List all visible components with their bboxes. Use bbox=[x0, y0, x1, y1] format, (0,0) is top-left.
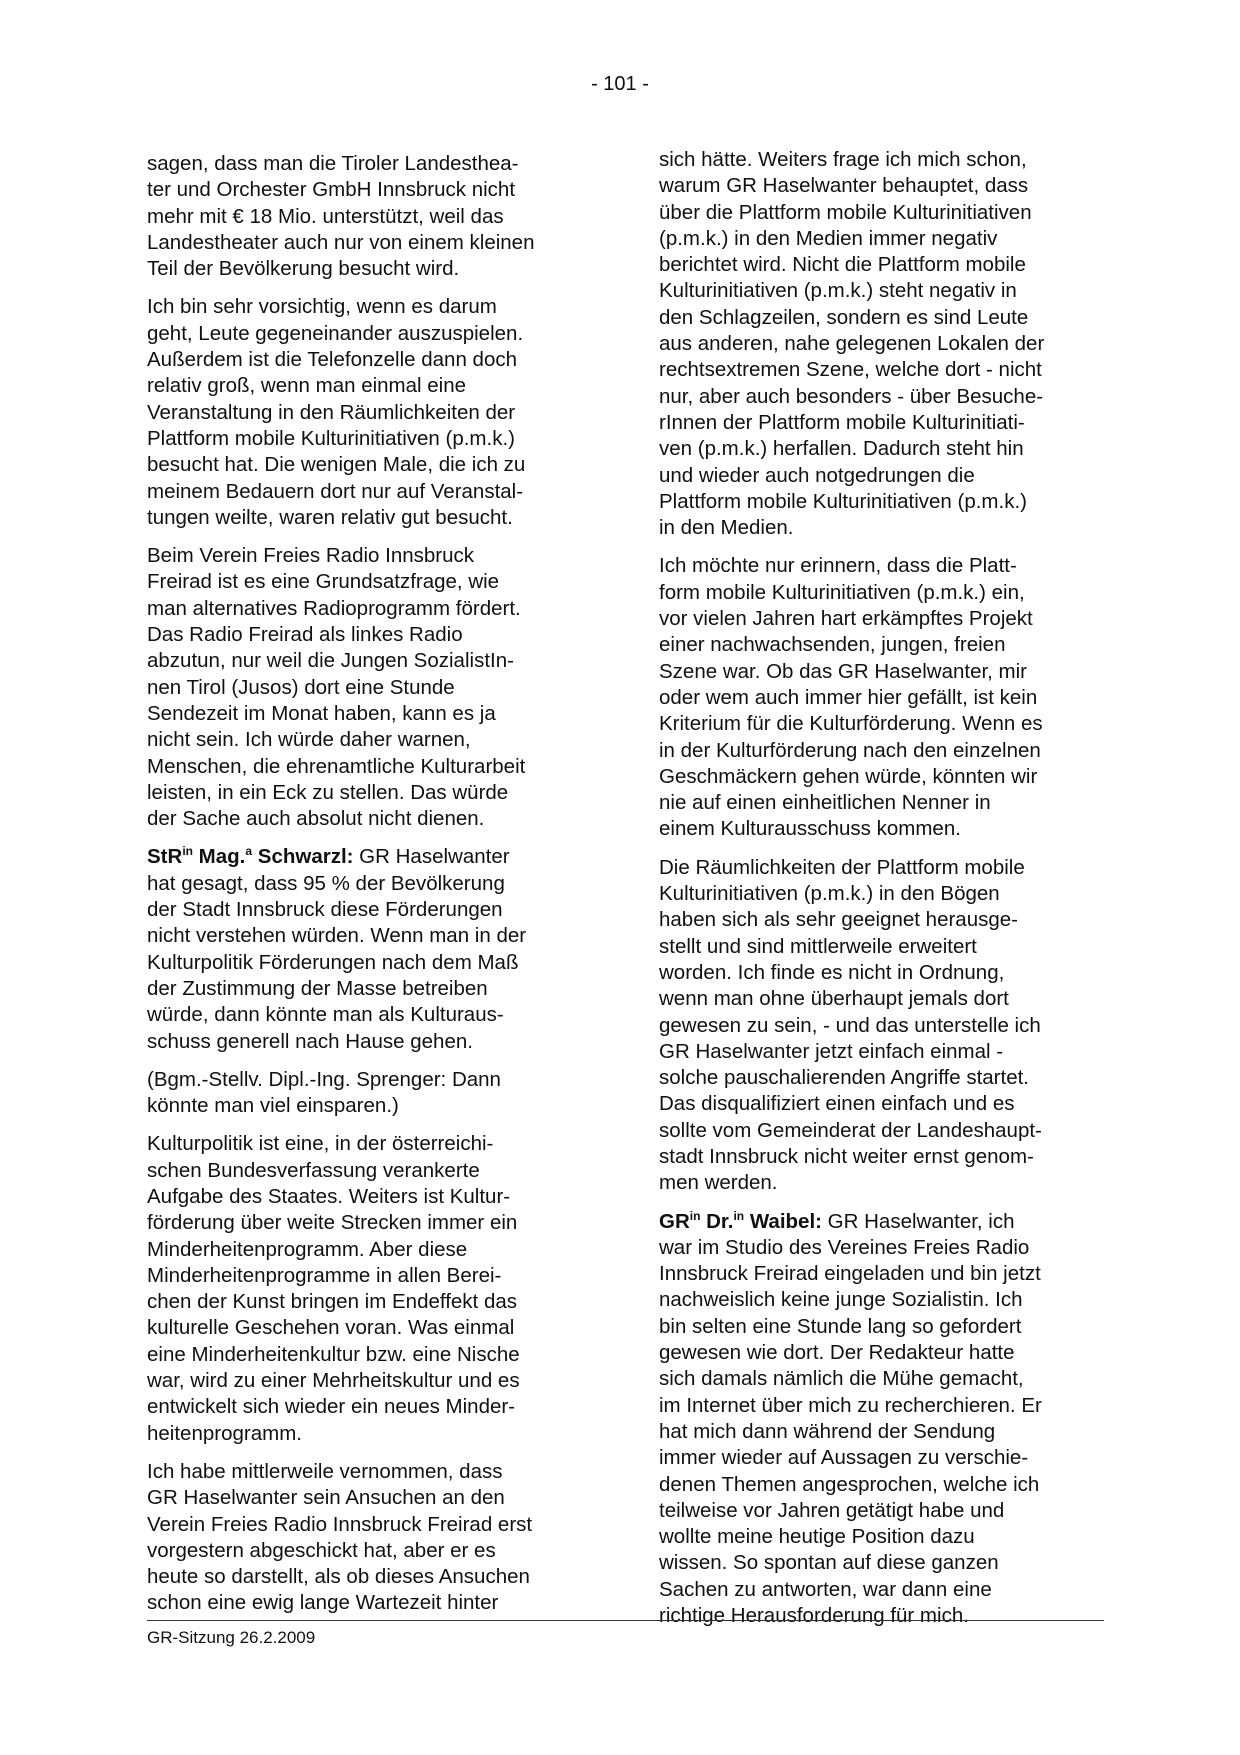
speech-paragraph bbox=[147, 844, 592, 1054]
speaker-title: StR bbox=[147, 845, 183, 869]
text-line: Verein Freies Radio Innsbruck Freirad erst bbox=[147, 1512, 533, 1536]
text-line: Szene war. Ob das GR Haselwanter, mir bbox=[659, 659, 1028, 683]
text-line: in der Kulturförderung nach den einzelnen bbox=[659, 738, 1041, 762]
text-line: men werden. bbox=[659, 1171, 778, 1195]
text-line: schen Bundesverfassung verankerte bbox=[147, 1158, 480, 1182]
speech-body bbox=[147, 871, 592, 1055]
text-line: tungen weilte, waren relativ gut besucht. bbox=[147, 505, 513, 529]
text-line: Die Räumlichkeiten der Plattform mobile bbox=[659, 855, 1025, 879]
speaker-degree-sup: in bbox=[733, 1208, 745, 1223]
text-line: einer nachwachsenden, jungen, freien bbox=[659, 633, 1006, 657]
interjection bbox=[147, 1067, 592, 1120]
footer-session-label: GR-Sitzung 26.2.2009 bbox=[147, 1628, 316, 1647]
text-line: (p.m.k.) in den Medien immer negativ bbox=[659, 226, 998, 250]
text-line: chen der Kunst bringen im Endeffekt das bbox=[147, 1290, 517, 1314]
text-line: rInnen der Plattform mobile Kulturinitiati- bbox=[659, 410, 1025, 434]
text-line: Das Radio Freirad als linkes Radio bbox=[147, 623, 463, 647]
text-line: einem Kulturausschuss kommen. bbox=[659, 817, 961, 841]
text-line: rechtsextremen Szene, welche dort - nicht bbox=[659, 358, 1042, 382]
text-line: bin selten eine Stunde lang so gefordert bbox=[659, 1314, 1022, 1338]
text-line: mehr mit € 18 Mio. unterstützt, weil das bbox=[147, 204, 504, 228]
text-line: denen Themen angesprochen, welche ich bbox=[659, 1472, 1040, 1496]
text-line: in den Medien. bbox=[659, 516, 794, 540]
text-line: Ich bin sehr vorsichtig, wenn es darum bbox=[147, 295, 497, 319]
text-line: Teil der Bevölkerung besucht wird. bbox=[147, 257, 460, 281]
text-line: Kriterium für die Kulturförderung. Wenn es bbox=[659, 712, 1043, 736]
text-line: Landestheater auch nur von einem kleinen bbox=[147, 230, 535, 254]
text-line: Ich möchte nur erinnern, dass die Platt- bbox=[659, 554, 1017, 578]
text-line: relativ groß, wenn man einmal eine bbox=[147, 374, 467, 398]
text-line: der Sache auch absolut nicht dienen. bbox=[147, 807, 485, 831]
text-line: haben sich als sehr geeignet herausge- bbox=[659, 908, 1018, 932]
text-line: wenn man ohne überhaupt jemals dort bbox=[659, 987, 1009, 1011]
text-line: nen Tirol (Jusos) dort eine Stunde bbox=[147, 675, 455, 699]
text-line: und wieder auch notgedrungen die bbox=[659, 463, 975, 487]
text-line: würde, dann könnte man als Kulturaus- bbox=[147, 1003, 504, 1027]
text-line: im Internet über mich zu recherchieren. Er bbox=[659, 1393, 1042, 1417]
text-line: Menschen, die ehrenamtliche Kulturarbeit bbox=[147, 754, 526, 778]
paragraph bbox=[659, 147, 1104, 541]
text-line: könnte man viel einsparen.) bbox=[147, 1094, 399, 1118]
text-line: sagen, dass man die Tiroler Landesthea- bbox=[147, 152, 519, 175]
speech-paragraph bbox=[659, 1209, 1104, 1630]
speaker-surname: Schwarzl: bbox=[252, 845, 354, 869]
text-line: Aufgabe des Staates. Weiters ist Kultur- bbox=[147, 1184, 511, 1208]
text-line: (Bgm.-Stellv. Dipl.-Ing. Sprenger: Dann bbox=[147, 1067, 501, 1091]
text-line: wissen. So spontan auf diese ganzen bbox=[659, 1551, 999, 1575]
text-line: war im Studio des Vereines Freies Radio bbox=[659, 1235, 1030, 1259]
text-line: oder wem auch immer hier gefällt, ist kein bbox=[659, 685, 1038, 709]
text-line: den Schlagzeilen, sondern es sind Leute bbox=[659, 305, 1029, 329]
text-line: schon eine ewig lange Wartezeit hinter bbox=[147, 1591, 499, 1615]
text-line: Freirad ist es eine Grundsatzfrage, wie bbox=[147, 570, 500, 594]
text-line: GR Haselwanter jetzt einfach einmal - bbox=[659, 1039, 1004, 1063]
page-number: - 101 - bbox=[591, 73, 649, 95]
text-line: vorgestern abgeschickt hat, aber er es bbox=[147, 1538, 496, 1562]
paragraph bbox=[147, 151, 592, 282]
text-line: Minderheitenprogramme in allen Berei- bbox=[147, 1263, 502, 1287]
text-line: teilweise vor Jahren getätigt habe und bbox=[659, 1498, 1005, 1522]
speaker-name bbox=[659, 1210, 822, 1233]
text-line: besucht hat. Die wenigen Male, die ich zu bbox=[147, 453, 526, 477]
text-line: der Stadt Innsbruck diese Förderungen bbox=[147, 898, 503, 922]
text-line: eine Minderheitenkultur bzw. eine Nische bbox=[147, 1342, 520, 1366]
text-line: schuss generell nach Hause gehen. bbox=[147, 1029, 473, 1053]
text-line: leisten, in ein Eck zu stellen. Das würde bbox=[147, 780, 509, 804]
text-line: vor vielen Jahren hart erkämpftes Projekt bbox=[659, 607, 1033, 631]
text-line: Geschmäckern gehen würde, könnten wir bbox=[659, 764, 1038, 788]
text-line: ven (p.m.k.) herfallen. Dadurch steht hin bbox=[659, 437, 1024, 461]
text-line: form mobile Kulturinitiativen (p.m.k.) ein, bbox=[659, 580, 1025, 604]
text-line: abzutun, nur weil die Jungen SozialistIn- bbox=[147, 649, 514, 673]
text-line: Sachen zu antworten, war dann eine bbox=[659, 1577, 992, 1601]
text-line: geht, Leute gegeneinander auszuspielen. bbox=[147, 321, 524, 345]
paragraph bbox=[147, 1459, 592, 1617]
text-line: Außerdem ist die Telefonzelle dann doch bbox=[147, 348, 517, 372]
text-line: immer wieder auf Aussagen zu verschie- bbox=[659, 1446, 1029, 1470]
text-line: nicht sein. Ich würde daher warnen, bbox=[147, 728, 471, 752]
speaker-degree: Dr. bbox=[700, 1209, 734, 1233]
speech-first-text: GR Haselwanter, ich bbox=[821, 1209, 1015, 1233]
text-line: Kulturinitiativen (p.m.k.) in den Bögen bbox=[659, 882, 1000, 906]
text-line: sich damals nämlich die Mühe gemacht, bbox=[659, 1367, 1024, 1391]
footer-divider bbox=[147, 1620, 1104, 1621]
text-line: Das disqualifiziert einen einfach und es bbox=[659, 1092, 1015, 1116]
text-line: berichtet wird. Nicht die Plattform mobile bbox=[659, 253, 1026, 277]
speaker-title: GR bbox=[659, 1209, 690, 1233]
text-line: nicht verstehen würden. Wenn man in der bbox=[147, 924, 527, 948]
text-line: aus anderen, nahe gelegenen Lokalen der bbox=[659, 332, 1045, 356]
text-line: Veranstaltung in den Räumlichkeiten der bbox=[147, 400, 516, 424]
speech-first-line bbox=[147, 844, 592, 870]
text-line: Beim Verein Freies Radio Innsbruck bbox=[147, 544, 475, 568]
text-line: hat mich dann während der Sendung bbox=[659, 1419, 996, 1443]
speaker-degree-sup: a bbox=[245, 844, 253, 859]
text-line: heute so darstellt, als ob dieses Ansuchen bbox=[147, 1565, 530, 1589]
speech-body bbox=[659, 1235, 1104, 1629]
text-line: sich hätte. Weiters frage ich mich schon, bbox=[659, 148, 1027, 171]
left-column bbox=[147, 151, 592, 1629]
speaker-title-sup: in bbox=[689, 1208, 701, 1223]
text-line: gewesen wie dort. Der Redakteur hatte bbox=[659, 1341, 1015, 1365]
text-line: stellt und sind mittlerweile erweitert bbox=[659, 934, 977, 958]
text-line: nachweislich keine junge Sozialistin. Ich bbox=[659, 1288, 1023, 1312]
paragraph bbox=[147, 294, 592, 531]
text-line: Minderheitenprogramm. Aber diese bbox=[147, 1237, 468, 1261]
speaker-name bbox=[147, 845, 353, 868]
text-line: entwickelt sich wieder ein neues Minder- bbox=[147, 1395, 516, 1419]
text-line: hat gesagt, dass 95 % der Bevölkerung bbox=[147, 871, 505, 895]
text-line: kulturelle Geschehen voran. Was einmal bbox=[147, 1316, 515, 1340]
speech-first-text: GR Haselwanter bbox=[353, 845, 510, 869]
text-line: nie auf einen einheitlichen Nenner in bbox=[659, 791, 991, 815]
text-line: ter und Orchester GmbH Innsbruck nicht bbox=[147, 178, 516, 202]
text-line: Kulturpolitik ist eine, in der österreichi- bbox=[147, 1132, 494, 1156]
text-line: richtige Herausforderung für mich. bbox=[659, 1604, 969, 1628]
text-line: über die Plattform mobile Kulturinitiativen bbox=[659, 200, 1032, 224]
text-line: stadt Innsbruck nicht weiter ernst genom- bbox=[659, 1144, 1034, 1168]
text-line: nur, aber auch besonders - über Besuche- bbox=[659, 384, 1044, 408]
text-line: Plattform mobile Kulturinitiativen (p.m.k.) bbox=[147, 426, 515, 450]
text-line: heitenprogramm. bbox=[147, 1421, 302, 1445]
text-line: Ich habe mittlerweile vernommen, dass bbox=[147, 1459, 503, 1483]
text-line: meinem Bedauern dort nur auf Veranstal- bbox=[147, 479, 524, 503]
speaker-title-sup: in bbox=[182, 844, 193, 859]
text-line: GR Haselwanter sein Ansuchen an den bbox=[147, 1486, 505, 1510]
text-line: man alternatives Radioprogramm fördert. bbox=[147, 596, 521, 620]
text-line: wollte meine heutige Position dazu bbox=[659, 1525, 975, 1549]
text-line: war, wird zu einer Mehrheitskultur und es bbox=[147, 1369, 520, 1393]
paragraph bbox=[659, 855, 1104, 1197]
text-line: Plattform mobile Kulturinitiativen (p.m.k.) bbox=[659, 489, 1027, 513]
text-line: gewesen zu sein, - und das unterstelle ich bbox=[659, 1013, 1041, 1037]
speaker-degree: Mag. bbox=[192, 845, 246, 869]
paragraph bbox=[147, 1131, 592, 1447]
text-line: solche pauschalierenden Angriffe startet. bbox=[659, 1066, 1030, 1090]
text-line: sollte vom Gemeinderat der Landeshaupt- bbox=[659, 1118, 1042, 1142]
text-line: worden. Ich finde es nicht in Ordnung, bbox=[659, 960, 1005, 984]
text-line: Kulturpolitik Förderungen nach dem Maß bbox=[147, 950, 519, 974]
text-line: Kulturinitiativen (p.m.k.) steht negativ in bbox=[659, 279, 1017, 303]
text-line: Innsbruck Freirad eingeladen und bin jetzt bbox=[659, 1262, 1041, 1286]
text-line: Sendezeit im Monat haben, kann es ja bbox=[147, 701, 496, 725]
right-column bbox=[659, 147, 1104, 1641]
speech-first-line bbox=[659, 1209, 1104, 1235]
text-line: warum GR Haselwanter behauptet, dass bbox=[659, 174, 1029, 198]
speaker-surname: Waibel: bbox=[744, 1209, 822, 1233]
text-line: der Zustimmung der Masse betreiben bbox=[147, 976, 488, 1000]
paragraph bbox=[659, 553, 1104, 842]
paragraph bbox=[147, 543, 592, 832]
text-line: förderung über weite Strecken immer ein bbox=[147, 1211, 518, 1235]
